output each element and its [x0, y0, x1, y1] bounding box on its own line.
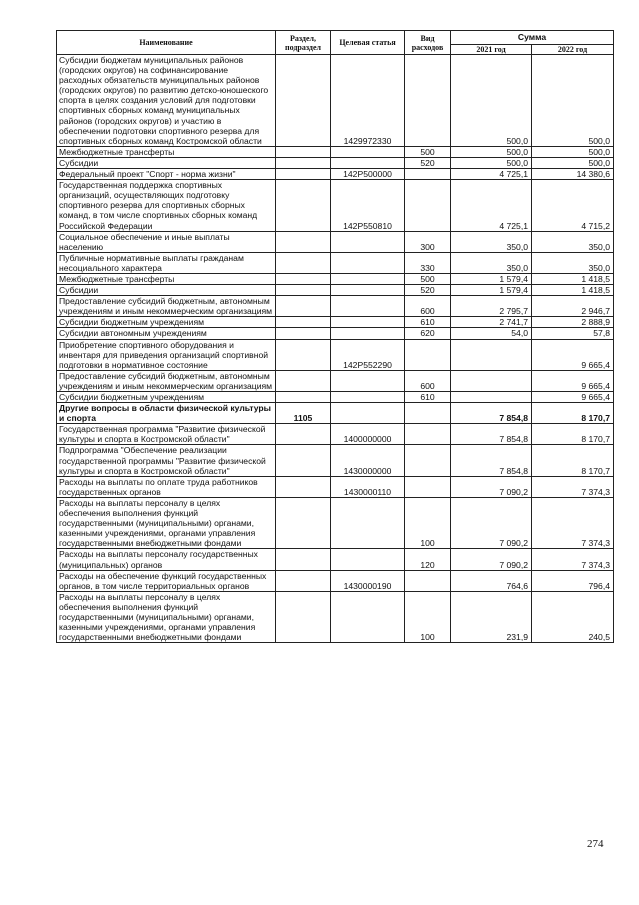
- cell-sum-2022: 350,0: [532, 252, 614, 273]
- header-section: Раздел, подраздел: [276, 31, 331, 55]
- cell-sum-2021: 2 795,7: [451, 296, 532, 317]
- table-row: [57, 285, 614, 296]
- cell-type: [405, 476, 451, 497]
- cell-sum-2021: 350,0: [451, 252, 532, 273]
- cell-section: [276, 591, 331, 642]
- cell-name: Субсидии бюджетам муниципальных районов (городских округов) на софинансирование расходных обязательств муниципальных районов (городских округов) по развитию детско-юношеского спорта в целях создания условий для подготовки спортивных сборных команд муниципальных районов (городских округов) и участию в обеспечении подготовки спортивного резерва для спортивных сборных команд Костромской области: [57, 55, 276, 147]
- cell-sum-2021: 7 090,2: [451, 549, 532, 570]
- cell-name: Социальное обеспечение и иные выплаты населению: [57, 231, 276, 252]
- table-row: [57, 370, 614, 391]
- budget-table: [56, 30, 614, 643]
- cell-sum-2022: 500,0: [532, 146, 614, 157]
- cell-sum-2021: 500,0: [451, 146, 532, 157]
- cell-section: [276, 328, 331, 339]
- cell-name: Субсидии: [57, 285, 276, 296]
- cell-name: Государственная программа "Развитие физической культуры и спорта в Костромской области": [57, 424, 276, 445]
- header-name: Наименование: [57, 31, 276, 55]
- table-row: [57, 317, 614, 328]
- table-row: [57, 403, 614, 424]
- cell-sum-2022: 4 715,2: [532, 180, 614, 231]
- cell-name: Расходы на выплаты персоналу государственных (муниципальных) органов: [57, 549, 276, 570]
- cell-target: 1430000190: [331, 570, 405, 591]
- cell-section: [276, 497, 331, 548]
- table-row: [57, 157, 614, 168]
- cell-name: Государственная поддержка спортивных организаций, осуществляющих подготовку спортивного резерва для спортивных сборных команд, в том числе спортивных сборных команд Российской Федерации: [57, 180, 276, 231]
- cell-section: [276, 476, 331, 497]
- table-row: [57, 296, 614, 317]
- cell-type: 520: [405, 157, 451, 168]
- cell-sum-2022: 500,0: [532, 157, 614, 168]
- cell-type: 600: [405, 296, 451, 317]
- cell-section: [276, 339, 331, 370]
- table-row: [57, 169, 614, 180]
- cell-sum-2022: 9 665,4: [532, 392, 614, 403]
- cell-target: [331, 273, 405, 284]
- cell-sum-2021: 7 854,8: [451, 424, 532, 445]
- cell-target: 1430000000: [331, 445, 405, 476]
- cell-target: [331, 146, 405, 157]
- cell-section: 1105: [276, 403, 331, 424]
- cell-target: [331, 285, 405, 296]
- cell-name: Расходы на выплаты персоналу в целях обеспечения выполнения функций государственными (муниципальными) органами, казенными учреждениями, органами управления государственными внебюджетными фондами: [57, 497, 276, 548]
- cell-target: [331, 392, 405, 403]
- cell-section: [276, 252, 331, 273]
- cell-type: [405, 424, 451, 445]
- cell-target: [331, 252, 405, 273]
- cell-section: [276, 55, 331, 147]
- cell-type: 300: [405, 231, 451, 252]
- cell-name: Предоставление субсидий бюджетным, автономным учреждениям и иным некоммерческим организациям: [57, 296, 276, 317]
- cell-type: [405, 169, 451, 180]
- cell-type: 610: [405, 392, 451, 403]
- cell-type: 500: [405, 273, 451, 284]
- cell-type: 100: [405, 591, 451, 642]
- cell-sum-2021: 7 854,8: [451, 403, 532, 424]
- cell-target: 142P552290: [331, 339, 405, 370]
- cell-sum-2022: 500,0: [532, 55, 614, 147]
- cell-sum-2022: 8 170,7: [532, 424, 614, 445]
- cell-sum-2022: 7 374,3: [532, 476, 614, 497]
- cell-name: Публичные нормативные выплаты гражданам несоциального характера: [57, 252, 276, 273]
- table-row: [57, 180, 614, 231]
- table-row: [57, 339, 614, 370]
- table-body: [57, 55, 614, 643]
- cell-sum-2021: 4 725,1: [451, 180, 532, 231]
- cell-sum-2021: 7 090,2: [451, 476, 532, 497]
- table-row: [57, 570, 614, 591]
- table-row: [57, 497, 614, 548]
- cell-type: 610: [405, 317, 451, 328]
- cell-name: Субсидии: [57, 157, 276, 168]
- cell-name: Подпрограмма "Обеспечение реализации государственной программы "Развитие физической культуры и спорта в Костромской области": [57, 445, 276, 476]
- cell-section: [276, 570, 331, 591]
- cell-name: Расходы на обеспечение функций государственных органов, в том числе территориальных органов: [57, 570, 276, 591]
- cell-sum-2021: 2 741,7: [451, 317, 532, 328]
- cell-section: [276, 317, 331, 328]
- cell-section: [276, 146, 331, 157]
- cell-section: [276, 549, 331, 570]
- table-row: [57, 476, 614, 497]
- cell-type: 520: [405, 285, 451, 296]
- cell-target: 142P500000: [331, 169, 405, 180]
- cell-sum-2021: 7 854,8: [451, 445, 532, 476]
- cell-sum-2022: 9 665,4: [532, 339, 614, 370]
- table-row: [57, 328, 614, 339]
- cell-target: [331, 497, 405, 548]
- cell-target: [331, 403, 405, 424]
- table-row: [57, 146, 614, 157]
- cell-sum-2022: 8 170,7: [532, 403, 614, 424]
- cell-type: [405, 403, 451, 424]
- cell-sum-2022: 2 888,9: [532, 317, 614, 328]
- cell-target: [331, 328, 405, 339]
- cell-sum-2021: 1 579,4: [451, 285, 532, 296]
- cell-sum-2021: 350,0: [451, 231, 532, 252]
- cell-section: [276, 285, 331, 296]
- cell-sum-2022: 7 374,3: [532, 549, 614, 570]
- cell-sum-2022: 350,0: [532, 231, 614, 252]
- cell-sum-2021: 500,0: [451, 157, 532, 168]
- table-row: [57, 273, 614, 284]
- cell-target: 1429972330: [331, 55, 405, 147]
- cell-type: 100: [405, 497, 451, 548]
- cell-type: 600: [405, 370, 451, 391]
- cell-section: [276, 157, 331, 168]
- cell-section: [276, 296, 331, 317]
- cell-type: 620: [405, 328, 451, 339]
- cell-target: [331, 591, 405, 642]
- table-row: [57, 549, 614, 570]
- cell-sum-2022: 2 946,7: [532, 296, 614, 317]
- cell-target: [331, 231, 405, 252]
- cell-section: [276, 424, 331, 445]
- cell-section: [276, 392, 331, 403]
- cell-name: Расходы на выплаты по оплате труда работников государственных органов: [57, 476, 276, 497]
- cell-name: Другие вопросы в области физической культуры и спорта: [57, 403, 276, 424]
- cell-sum-2022: 1 418,5: [532, 285, 614, 296]
- cell-sum-2022: 8 170,7: [532, 445, 614, 476]
- page-number: 274: [587, 838, 604, 850]
- cell-sum-2021: [451, 339, 532, 370]
- cell-sum-2021: 7 090,2: [451, 497, 532, 548]
- cell-type: [405, 180, 451, 231]
- cell-target: 142P550810: [331, 180, 405, 231]
- header-year-2021: 2021 год: [451, 45, 532, 55]
- cell-name: Субсидии автономным учреждениям: [57, 328, 276, 339]
- cell-name: Субсидии бюджетным учреждениям: [57, 317, 276, 328]
- cell-sum-2022: 796,4: [532, 570, 614, 591]
- cell-name: Федеральный проект "Спорт - норма жизни": [57, 169, 276, 180]
- table-row: [57, 392, 614, 403]
- cell-sum-2022: 9 665,4: [532, 370, 614, 391]
- cell-target: 1400000000: [331, 424, 405, 445]
- cell-target: [331, 370, 405, 391]
- cell-type: 500: [405, 146, 451, 157]
- cell-name: Межбюджетные трансферты: [57, 146, 276, 157]
- cell-section: [276, 273, 331, 284]
- cell-sum-2021: 4 725,1: [451, 169, 532, 180]
- cell-type: 330: [405, 252, 451, 273]
- table-row: [57, 424, 614, 445]
- cell-sum-2021: 764,6: [451, 570, 532, 591]
- cell-sum-2022: 240,5: [532, 591, 614, 642]
- cell-sum-2022: 14 380,6: [532, 169, 614, 180]
- cell-name: Приобретение спортивного оборудования и инвентаря для приведения организаций спортивной подготовки в нормативное состояние: [57, 339, 276, 370]
- cell-name: Субсидии бюджетным учреждениям: [57, 392, 276, 403]
- table-row: [57, 252, 614, 273]
- table-row: [57, 55, 614, 147]
- cell-name: Межбюджетные трансферты: [57, 273, 276, 284]
- header-sum: Сумма: [451, 31, 614, 45]
- cell-sum-2021: 500,0: [451, 55, 532, 147]
- cell-sum-2021: 231,9: [451, 591, 532, 642]
- cell-name: Расходы на выплаты персоналу в целях обеспечения выполнения функций государственными (муниципальными) органами, казенными учреждениями, органами управления государственными внебюджетными фондами: [57, 591, 276, 642]
- cell-section: [276, 445, 331, 476]
- budget-table-sheet: [56, 30, 613, 643]
- cell-target: [331, 296, 405, 317]
- cell-section: [276, 231, 331, 252]
- header-type: Вид расходов: [405, 31, 451, 55]
- table-row: [57, 591, 614, 642]
- cell-section: [276, 169, 331, 180]
- cell-target: [331, 317, 405, 328]
- table-row: [57, 445, 614, 476]
- cell-type: [405, 55, 451, 147]
- cell-target: [331, 157, 405, 168]
- cell-type: 120: [405, 549, 451, 570]
- header-target: Целевая статья: [331, 31, 405, 55]
- cell-type: [405, 339, 451, 370]
- cell-sum-2021: [451, 392, 532, 403]
- cell-sum-2021: [451, 370, 532, 391]
- cell-section: [276, 370, 331, 391]
- cell-type: [405, 570, 451, 591]
- header-year-2022: 2022 год: [532, 45, 614, 55]
- cell-target: [331, 549, 405, 570]
- cell-sum-2022: 57,8: [532, 328, 614, 339]
- cell-sum-2022: 1 418,5: [532, 273, 614, 284]
- cell-target: 1430000110: [331, 476, 405, 497]
- cell-sum-2021: 1 579,4: [451, 273, 532, 284]
- cell-sum-2021: 54,0: [451, 328, 532, 339]
- cell-type: [405, 445, 451, 476]
- cell-section: [276, 180, 331, 231]
- cell-name: Предоставление субсидий бюджетным, автономным учреждениям и иным некоммерческим организациям: [57, 370, 276, 391]
- table-row: [57, 231, 614, 252]
- cell-sum-2022: 7 374,3: [532, 497, 614, 548]
